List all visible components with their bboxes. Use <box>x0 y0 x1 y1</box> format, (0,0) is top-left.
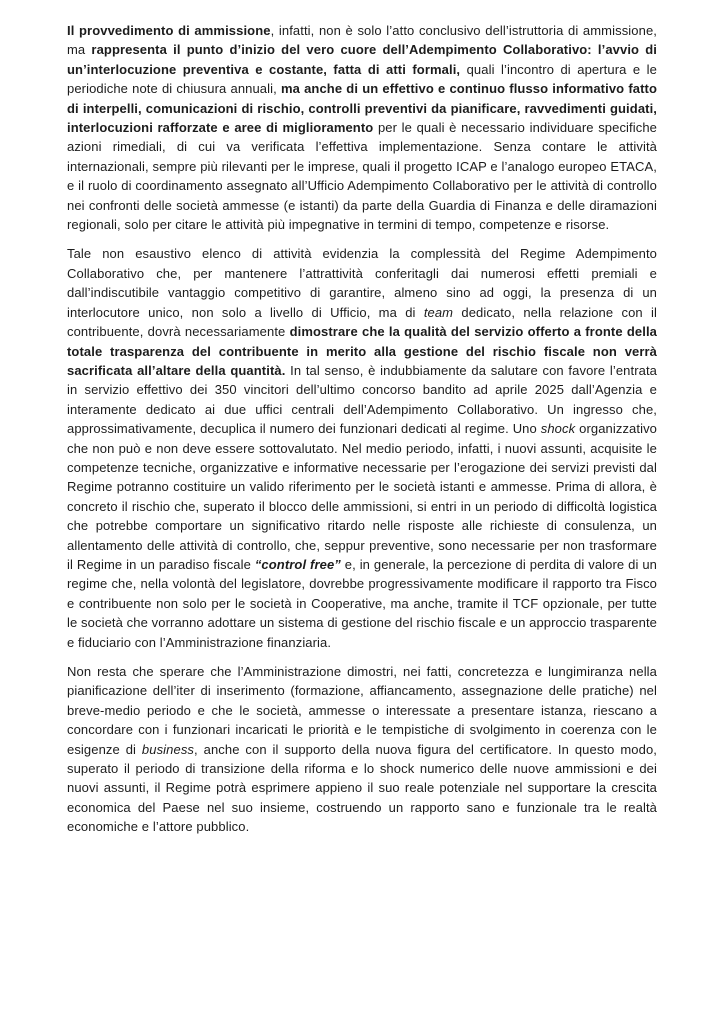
text-run-bold: ma anche di un effettivo e continuo flusso informativo fatto di interpelli, comunicazioni di rischio, controlli preventivi da pianificare, ravvedimenti guidati, interlocuzioni rafforzate e aree di miglioramento <box>67 81 657 136</box>
text-run-regular: e, in generale, la percezione di perdita di valore di un regime che, nella volontà del legislatore, dovrebbe progressivamente modificare il rapporto tra Fisco e contribuente non solo per le società in Cooperative, ma anche, tramite il TCF opzionale, per tutte le società che vorranno adottare un sistema di gestione del rischio fiscale e un approccio trasparente e fiduciario con l’Amministrazione finanziaria. <box>67 556 657 650</box>
text-run-regular: dedicato, nella relazione con il contribuente, dovrà necessariamente <box>67 304 657 340</box>
text-run-regular: , anche con il supporto della nuova figura del certificatore. In questo modo, superato il periodo di transizione della riforma e lo shock numerico delle nuove ammissioni e dei nuovi assunti, il Regime potrà esprimere appieno il suo reale potenziale nel supportare la crescita economica del Paese nel suo insieme, costruendo un rapporto sano e funzionale tra le realtà economiche e l’attore pubblico. <box>67 741 657 835</box>
text-run-bold: dimostrare che la qualità del servizio offerto a fronte della totale trasparenza del contribuente in merito alla gestione del rischio fiscale non verrà sacrificata all’altare della quantità. <box>67 324 657 378</box>
text-run-regular: per le quali è necessario individuare specifiche azioni rimediali, di cui va verificata l’effettiva implementazione. Senza contare le attività internazionali, sempre più rilevanti per le imprese, quali il progetto ICAP e l’analogo europeo ETACA, e il ruolo di coordinamento assegnato all’Ufficio Adempimento Collaborativo per le attività di controllo nei confronti delle società ammesse (e istanti) da parte della Guardia di Finanza e delle diramazioni regionali, solo per citare le attività più impegnative in termini di tempo, competenze e risorse. <box>67 120 657 233</box>
paragraph <box>67 21 657 234</box>
text-run-regular: organizzativo che non può e non deve essere sottovalutato. Nel medio periodo, infatti, i nuovi assunti, acquisite le competenze tecniche, organizzative e informative necessarie per l’erogazione dei servizi previsti dal Regime potranno costituire un valido riferimento per le società istanti e ammesse. Prima di allora, è concreto il rischio che, superato il blocco delle ammissioni, si entri in un periodo di difficoltà logistica che potrebbe comportare un significativo ritardo nelle risposte alle richieste di consulenza, un allentamento delle attività di controllo, che, seppur preventive, sono necessarie per non trasformare il Regime in un paradiso fiscale <box>67 421 658 572</box>
text-run-regular: Tale non esaustivo elenco di attività evidenzia la complessità del Regime Adempimento Collaborativo che, per mantenere l’attrattività conferitagli dai numerosi effetti premiali e dall’indiscutibile vantaggio competitivo di garantire, almeno sino ad oggi, la presenza di un interlocutore unico, non solo a livello di Ufficio, ma di <box>67 246 657 320</box>
text-run-bold: rappresenta il punto d’inizio del vero cuore dell’Adempimento Collaborativo: l’avvio di un’interlocuzione preventiva e costante, fatta di atti formali, <box>67 42 657 77</box>
text-run-bold-italic: “control free” <box>254 556 341 572</box>
text-run-regular: Non resta che sperare che l’Amministrazione dimostri, nei fatti, concretezza e lungimiranza nella pianificazione dell’iter di inserimento (formazione, affiancamento, assegnazione delle pratiche) nel breve-medio periodo e che le società, ammesse o interessate a presentare istanza, riescano a concordare con i funzionari incaricati le priorità e le tempistiche di svolgimento in coerenza con le esigenze di <box>67 664 657 757</box>
text-run-regular: quali l’incontro di apertura e le periodiche note di chiusura annuali, <box>67 61 658 97</box>
paragraph <box>67 662 657 837</box>
text-run-regular: , infatti, non è solo l’atto conclusivo dell’istruttoria di ammissione, ma <box>67 23 657 58</box>
document-body <box>67 21 657 837</box>
text-run-italic: business <box>141 741 195 757</box>
paragraph <box>67 244 657 652</box>
text-run-bold: Il provvedimento di ammissione <box>67 23 271 38</box>
text-run-italic: shock <box>540 421 576 437</box>
text-run-regular: In tal senso, è indubbiamente da salutare con favore l’entrata in servizio effettivo dei 350 vincitori dell’ultimo concorso bandito ad aprile 2025 dall’Agenzia e interamente dedicato ai due uffici centrali dell’Adempimento Collaborativo. Un ingresso che, approssimativamente, decuplica il numero dei funzionari dedicati al regime. Uno <box>67 362 657 437</box>
text-run-italic: team <box>423 304 454 320</box>
